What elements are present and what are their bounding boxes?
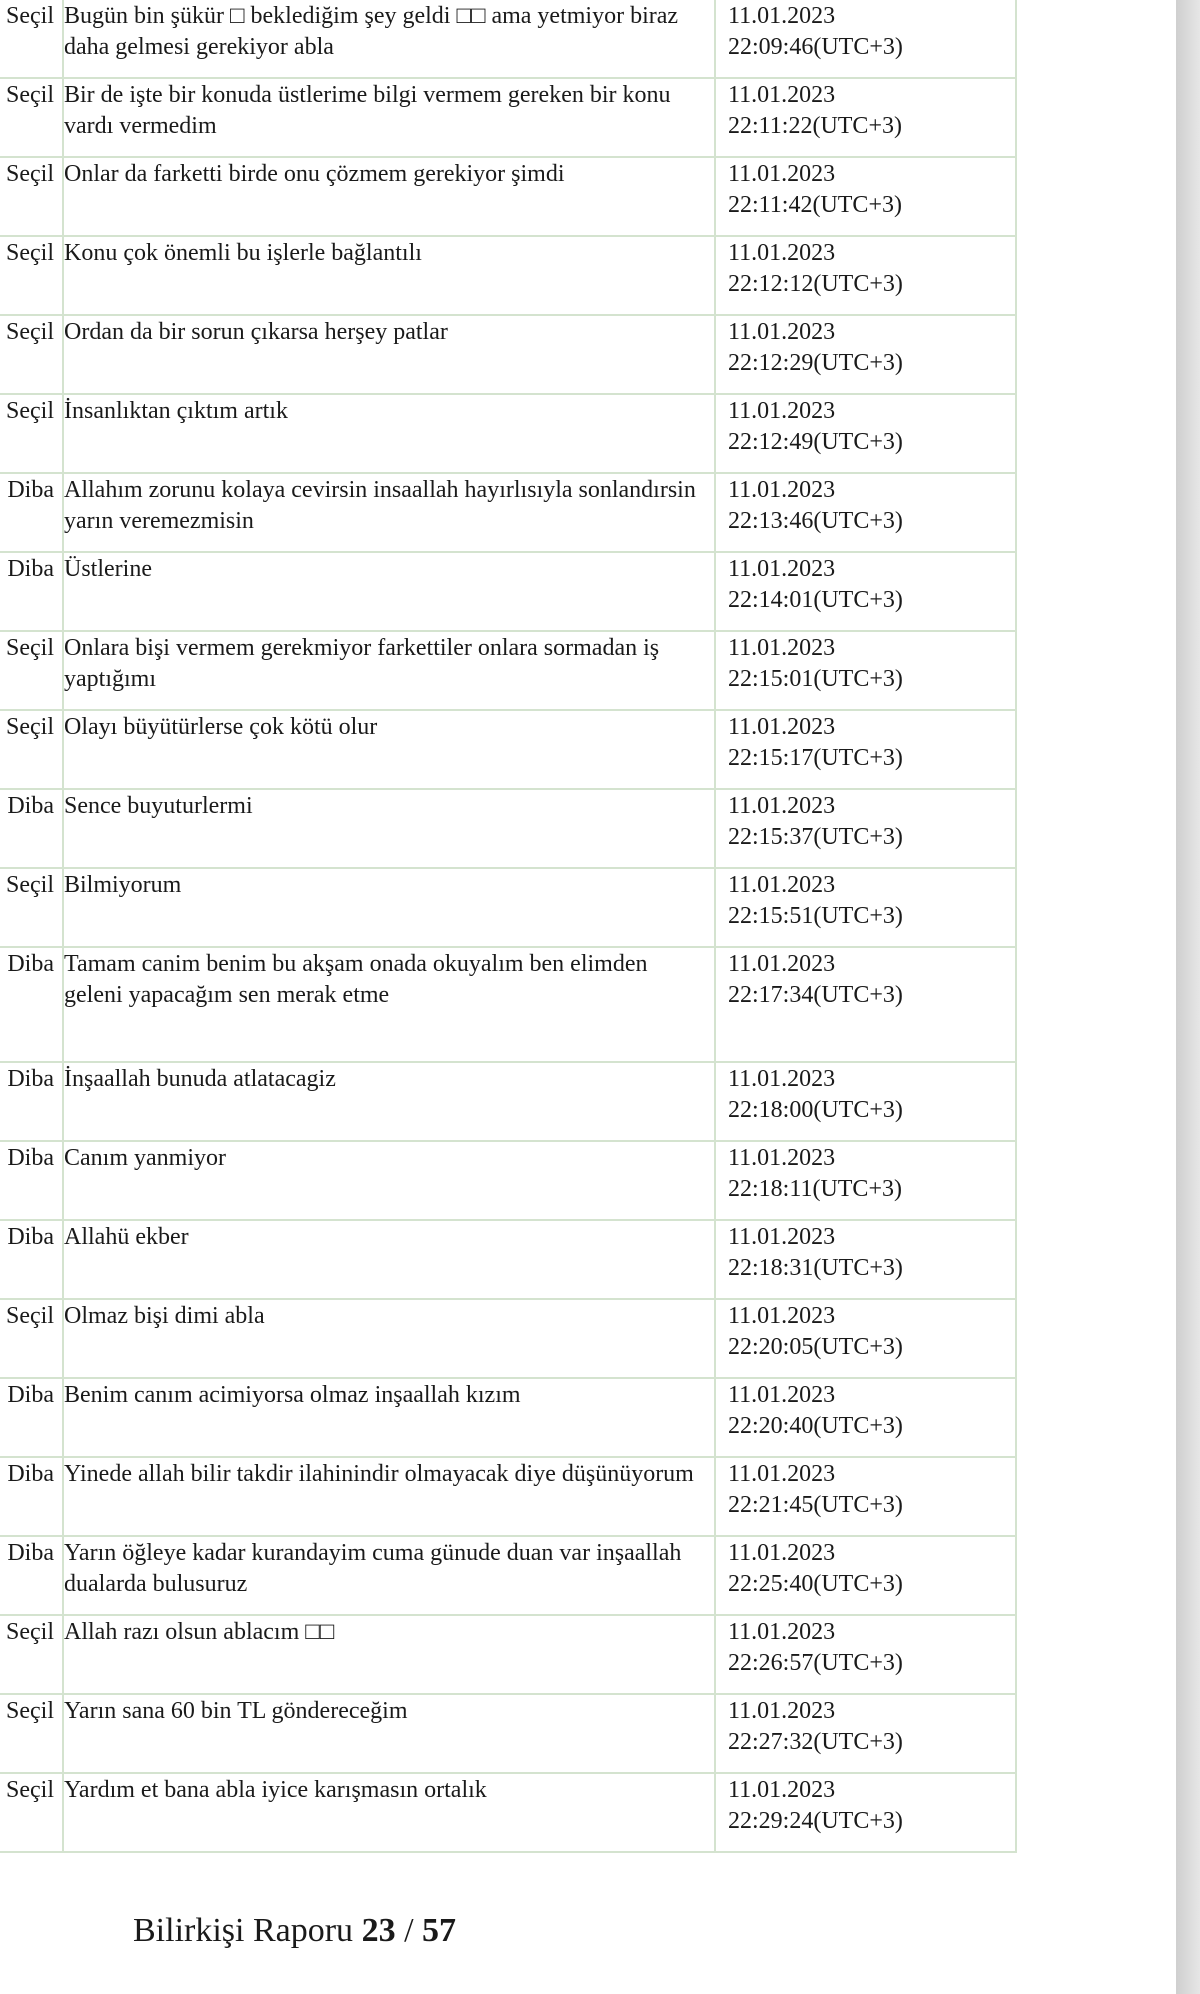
message-cell (63, 1141, 715, 1220)
sender-name: Diba (7, 1382, 54, 1408)
timestamp-cell (715, 789, 1016, 868)
sender-cell (0, 473, 63, 552)
message-cell (63, 1457, 715, 1536)
sender-name: Seçil (6, 714, 54, 740)
message-date: 11.01.2023 (728, 872, 836, 898)
sender-cell (0, 394, 63, 473)
timestamp-cell (715, 552, 1016, 631)
table-row (0, 1773, 1016, 1852)
message-text: Konu çok önemli bu işlerle bağlantılı (64, 240, 422, 266)
message-time: 22:15:01(UTC+3) (728, 666, 903, 692)
message-time: 22:13:46(UTC+3) (728, 508, 903, 534)
message-cell (63, 552, 715, 631)
sender-name: Seçil (6, 240, 54, 266)
timestamp-cell (715, 1615, 1016, 1694)
sender-cell (0, 0, 63, 78)
message-date: 11.01.2023 (728, 1066, 836, 1092)
message-cell (63, 1220, 715, 1299)
message-cell (63, 1773, 715, 1852)
message-cell (63, 315, 715, 394)
table-row (0, 394, 1016, 473)
timestamp-cell (715, 1773, 1016, 1852)
message-text: Olayı büyütürlerse çok kötü olur (64, 714, 378, 740)
message-time: 22:20:05(UTC+3) (728, 1334, 903, 1360)
message-time: 22:15:17(UTC+3) (728, 745, 903, 771)
message-time: 22:18:11(UTC+3) (728, 1176, 902, 1202)
sender-name: Seçil (6, 1619, 54, 1645)
message-text: Sence buyuturlermi (64, 793, 253, 819)
table-row (0, 1615, 1016, 1694)
table-row (0, 947, 1016, 1062)
sender-cell (0, 1457, 63, 1536)
message-date: 11.01.2023 (728, 556, 836, 582)
message-cell (63, 631, 715, 710)
message-time: 22:15:37(UTC+3) (728, 824, 903, 850)
message-time: 22:18:31(UTC+3) (728, 1255, 903, 1281)
table-row (0, 789, 1016, 868)
table-row (0, 157, 1016, 236)
sender-cell (0, 552, 63, 631)
sender-cell (0, 1773, 63, 1852)
message-date: 11.01.2023 (728, 1461, 836, 1487)
sender-name: Seçil (6, 398, 54, 424)
sender-cell (0, 315, 63, 394)
table-row (0, 1378, 1016, 1457)
message-text: Yarın sana 60 bin TL göndereceğim (64, 1698, 408, 1724)
sender-name: Seçil (6, 635, 54, 661)
timestamp-cell (715, 1141, 1016, 1220)
message-time: 22:25:40(UTC+3) (728, 1571, 903, 1597)
message-cell (63, 868, 715, 947)
sender-name: Diba (7, 951, 54, 977)
timestamp-cell (715, 631, 1016, 710)
sender-cell (0, 236, 63, 315)
message-cell (63, 1378, 715, 1457)
message-date: 11.01.2023 (728, 1224, 836, 1250)
timestamp-cell (715, 0, 1016, 78)
message-date: 11.01.2023 (728, 1540, 836, 1566)
sender-name: Seçil (6, 3, 54, 29)
sender-name: Diba (7, 1224, 54, 1250)
message-date: 11.01.2023 (728, 3, 836, 29)
message-cell (63, 0, 715, 78)
timestamp-cell (715, 1378, 1016, 1457)
message-time: 22:21:45(UTC+3) (728, 1492, 903, 1518)
message-cell (63, 394, 715, 473)
message-time: 22:17:34(UTC+3) (728, 982, 903, 1008)
table-row (0, 1536, 1016, 1615)
sender-cell (0, 789, 63, 868)
table-row (0, 1062, 1016, 1141)
footer-label: Bilirkişi Raporu (133, 1912, 354, 1949)
sender-name: Seçil (6, 1698, 54, 1724)
message-date: 11.01.2023 (728, 398, 836, 424)
message-date: 11.01.2023 (728, 1619, 836, 1645)
message-date: 11.01.2023 (728, 240, 836, 266)
message-cell (63, 710, 715, 789)
message-cell (63, 1536, 715, 1615)
page-edge-shadow (1176, 0, 1200, 1994)
sender-cell (0, 631, 63, 710)
message-text: İnsanlıktan çıktım artık (64, 398, 288, 424)
table-row (0, 1220, 1016, 1299)
message-date: 11.01.2023 (728, 793, 836, 819)
sender-name: Diba (7, 1461, 54, 1487)
timestamp-cell (715, 868, 1016, 947)
message-time: 22:18:00(UTC+3) (728, 1097, 903, 1123)
message-time: 22:14:01(UTC+3) (728, 587, 903, 613)
sender-name: Seçil (6, 82, 54, 108)
sender-name: Seçil (6, 1303, 54, 1329)
message-date: 11.01.2023 (728, 1698, 836, 1724)
sender-cell (0, 1378, 63, 1457)
message-time: 22:11:42(UTC+3) (728, 192, 902, 218)
message-text: İnşaallah bunuda atlatacagiz (64, 1066, 336, 1092)
timestamp-cell (715, 1694, 1016, 1773)
message-date: 11.01.2023 (728, 1382, 836, 1408)
message-text: Bir de işte bir konuda üstlerime bilgi vermem gereken bir konu vardı vermedim (64, 82, 671, 139)
message-text: Ordan da bir sorun çıkarsa herşey patlar (64, 319, 448, 345)
message-text: Tamam canim benim bu akşam onada okuyalım ben elimden geleni yapacağım sen merak etme (64, 951, 648, 1008)
footer-page-number: 23 (361, 1912, 396, 1949)
message-text: Allah razı olsun ablacım □□ (64, 1619, 335, 1645)
timestamp-cell (715, 394, 1016, 473)
message-cell (63, 1062, 715, 1141)
message-text: Benim canım acimiyorsa olmaz inşaallah kızım (64, 1382, 521, 1408)
sender-cell (0, 1141, 63, 1220)
message-time: 22:12:12(UTC+3) (728, 271, 903, 297)
sender-name: Diba (7, 1540, 54, 1566)
sender-name: Seçil (6, 872, 54, 898)
message-text: Yarın öğleye kadar kurandayim cuma günude duan var inşaallah dualarda bulusuruz (64, 1540, 682, 1597)
table-row (0, 631, 1016, 710)
message-text: Allahım zorunu kolaya cevirsin insaallah hayırlısıyla sonlandırsin yarın veremezmisin (64, 477, 696, 534)
sender-cell (0, 710, 63, 789)
message-date: 11.01.2023 (728, 1777, 836, 1803)
message-time: 22:12:49(UTC+3) (728, 429, 903, 455)
sender-cell (0, 1220, 63, 1299)
message-time: 22:26:57(UTC+3) (728, 1650, 903, 1676)
message-text: Üstlerine (64, 556, 152, 582)
sender-name: Diba (7, 1145, 54, 1171)
sender-cell (0, 1536, 63, 1615)
message-cell (63, 473, 715, 552)
message-date: 11.01.2023 (728, 161, 836, 187)
sender-name: Seçil (6, 319, 54, 345)
sender-name: Seçil (6, 1777, 54, 1803)
message-date: 11.01.2023 (728, 1145, 836, 1171)
sender-cell (0, 947, 63, 1062)
table-row (0, 315, 1016, 394)
message-date: 11.01.2023 (728, 1303, 836, 1329)
message-text: Yinede allah bilir takdir ilahinindir olmayacak diye düşünüyorum (64, 1461, 694, 1487)
table-row (0, 1141, 1016, 1220)
message-text: Canım yanmiyor (64, 1145, 226, 1171)
page-footer (133, 1912, 456, 1950)
table-row (0, 473, 1016, 552)
message-text: Allahü ekber (64, 1224, 189, 1250)
message-time: 22:15:51(UTC+3) (728, 903, 903, 929)
message-cell (63, 947, 715, 1062)
message-text: Olmaz bişi dimi abla (64, 1303, 265, 1329)
sender-name: Diba (7, 793, 54, 819)
sender-cell (0, 1615, 63, 1694)
message-time: 22:27:32(UTC+3) (728, 1729, 903, 1755)
sender-cell (0, 157, 63, 236)
timestamp-cell (715, 1299, 1016, 1378)
sender-cell (0, 1694, 63, 1773)
message-date: 11.01.2023 (728, 82, 836, 108)
timestamp-cell (715, 473, 1016, 552)
footer-page-total: 57 (422, 1912, 457, 1949)
table-row (0, 1457, 1016, 1536)
message-cell (63, 1694, 715, 1773)
sender-name: Diba (7, 1066, 54, 1092)
message-time: 22:20:40(UTC+3) (728, 1413, 903, 1439)
timestamp-cell (715, 78, 1016, 157)
sender-name: Diba (7, 556, 54, 582)
sender-name: Seçil (6, 161, 54, 187)
timestamp-cell (715, 315, 1016, 394)
message-date: 11.01.2023 (728, 714, 836, 740)
message-cell (63, 789, 715, 868)
message-time: 22:09:46(UTC+3) (728, 34, 903, 60)
timestamp-cell (715, 947, 1016, 1062)
sender-cell (0, 868, 63, 947)
message-date: 11.01.2023 (728, 951, 836, 977)
timestamp-cell (715, 1062, 1016, 1141)
table-row (0, 1694, 1016, 1773)
message-text: Bugün bin şükür □ beklediğim şey geldi □□ ama yetmiyor biraz daha gelmesi gerekiyor abla (64, 3, 679, 60)
footer-separator: / (404, 1912, 414, 1949)
message-text: Yardım et bana abla iyice karışmasın ortalık (64, 1777, 487, 1803)
message-cell (63, 157, 715, 236)
message-date: 11.01.2023 (728, 477, 836, 503)
table-row (0, 552, 1016, 631)
timestamp-cell (715, 1536, 1016, 1615)
table-row (0, 0, 1016, 78)
timestamp-cell (715, 710, 1016, 789)
message-time: 22:29:24(UTC+3) (728, 1808, 903, 1834)
table-row (0, 78, 1016, 157)
message-time: 22:12:29(UTC+3) (728, 350, 903, 376)
table-row (0, 710, 1016, 789)
sender-cell (0, 1299, 63, 1378)
timestamp-cell (715, 157, 1016, 236)
table-row (0, 236, 1016, 315)
timestamp-cell (715, 1220, 1016, 1299)
table-row (0, 868, 1016, 947)
message-text: Bilmiyorum (64, 872, 182, 898)
message-cell (63, 1299, 715, 1378)
message-time: 22:11:22(UTC+3) (728, 113, 902, 139)
table-row (0, 1299, 1016, 1378)
message-text: Onlara bişi vermem gerekmiyor farkettiler onlara sormadan iş yaptığımı (64, 635, 660, 692)
sender-cell (0, 78, 63, 157)
message-cell (63, 236, 715, 315)
message-cell (63, 1615, 715, 1694)
message-cell (63, 78, 715, 157)
timestamp-cell (715, 236, 1016, 315)
sender-cell (0, 1062, 63, 1141)
sender-name: Diba (7, 477, 54, 503)
message-date: 11.01.2023 (728, 635, 836, 661)
message-date: 11.01.2023 (728, 319, 836, 345)
message-text: Onlar da farketti birde onu çözmem gerekiyor şimdi (64, 161, 565, 187)
timestamp-cell (715, 1457, 1016, 1536)
